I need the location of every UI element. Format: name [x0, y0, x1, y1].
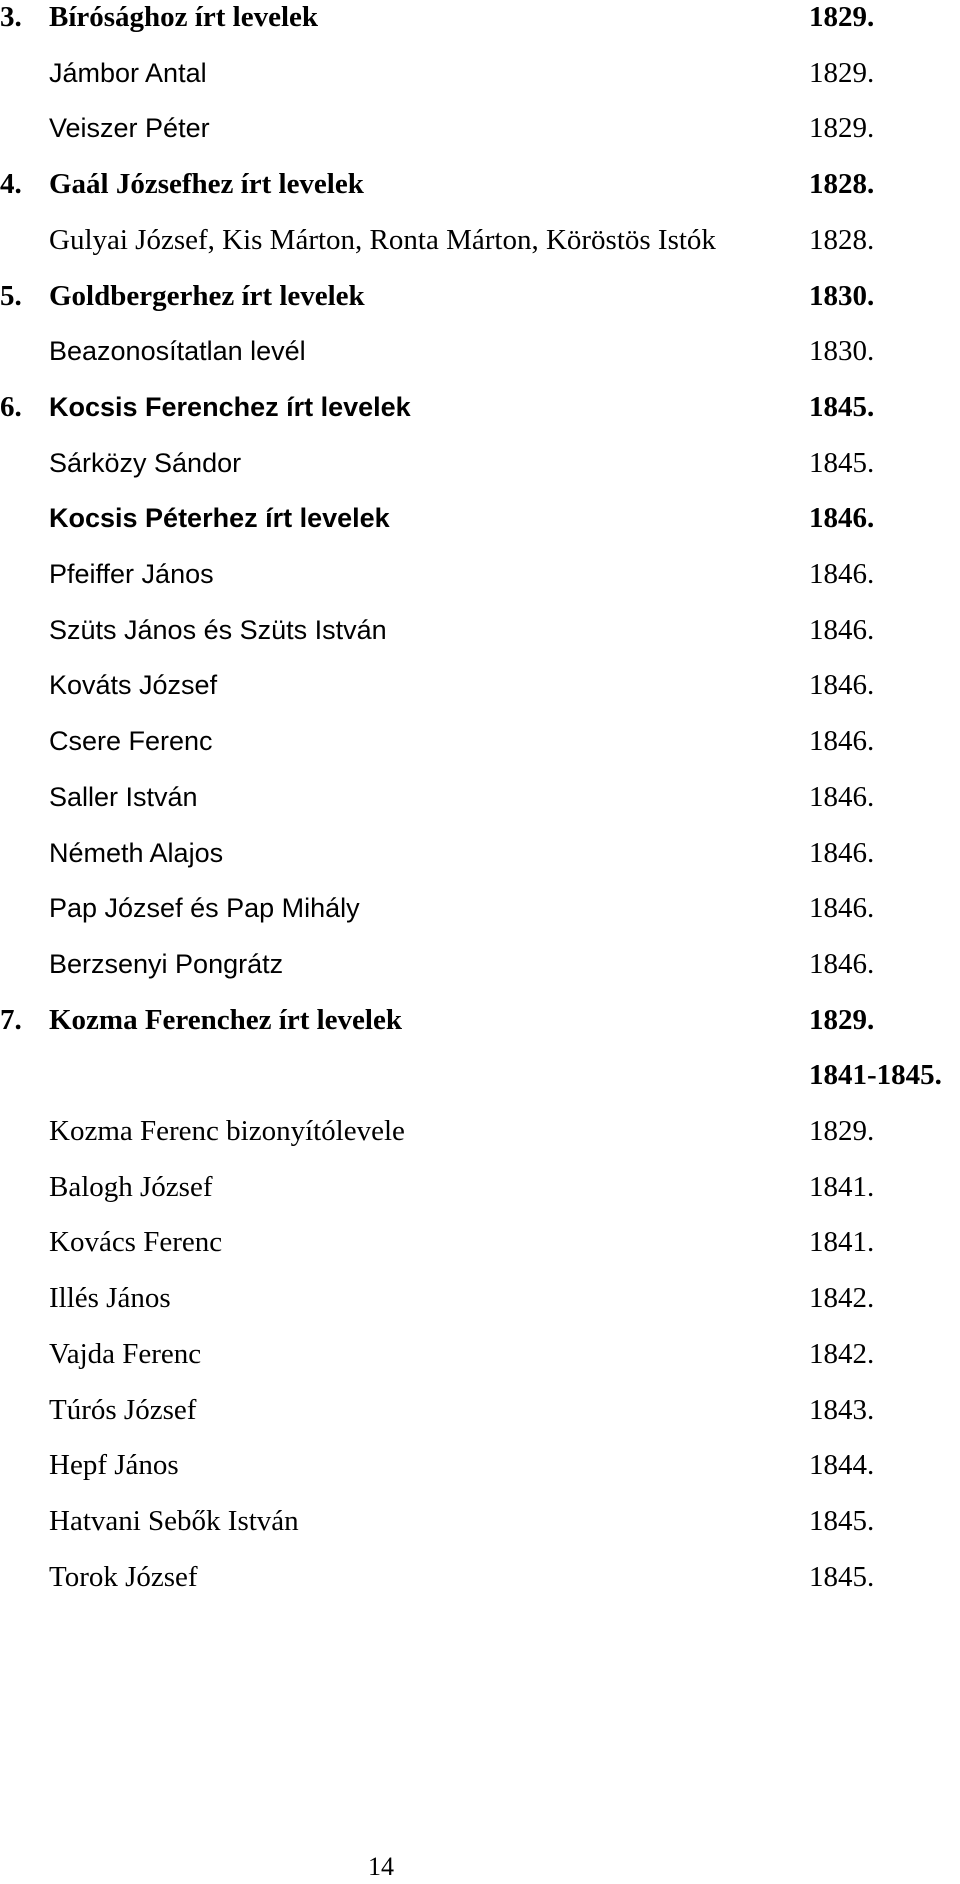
section-heading: Kocsis Péterhez írt levelek — [49, 503, 390, 534]
index-entry — [0, 780, 960, 830]
index-entry — [0, 724, 960, 774]
index-entry — [0, 1560, 960, 1610]
section-heading: Kocsis Ferenchez írt levelek — [49, 391, 411, 422]
letter-sender: Jámbor Antal — [49, 57, 207, 88]
index-entry — [0, 1337, 960, 1387]
index-entry — [0, 0, 960, 50]
section-number: 4. — [0, 168, 22, 201]
index-entry — [0, 1114, 960, 1164]
index-entry — [0, 334, 960, 384]
letter-sender: Szüts János és Szüts István — [49, 614, 387, 645]
letter-date: 1841-1845. — [809, 1059, 942, 1092]
page-number: 14 — [368, 1852, 394, 1881]
letter-date: 1829. — [809, 56, 875, 89]
letter-sender: Csere Ferenc — [49, 726, 213, 757]
index-entry — [0, 613, 960, 663]
index-entry — [0, 501, 960, 551]
letter-sender: Gulyai József, Kis Márton, Ronta Márton, Köröstös Istók — [49, 223, 716, 256]
letter-date: 1828. — [809, 223, 875, 256]
section-number: 5. — [0, 279, 22, 312]
index-entry — [0, 1393, 960, 1443]
section-heading: Kozma Ferenchez írt levelek — [49, 1003, 402, 1036]
letter-sender: Kovács Ferenc — [49, 1226, 223, 1259]
letter-date: 1845. — [809, 1504, 875, 1537]
index-entry — [0, 390, 960, 440]
letter-date: 1829. — [809, 1115, 875, 1147]
section-number: 3. — [0, 1, 22, 33]
index-entry — [0, 446, 960, 496]
letter-date: 1829. — [809, 112, 875, 145]
letter-date: 1846. — [809, 725, 875, 758]
letter-sender: Sárközy Sándor — [49, 447, 242, 478]
index-entry — [0, 947, 960, 997]
letter-sender: Saller István — [49, 781, 198, 812]
letter-date: 1846. — [809, 669, 875, 702]
index-entry — [0, 1448, 960, 1498]
letter-date: 1846. — [809, 613, 875, 646]
letter-date: 1846. — [809, 780, 875, 813]
letter-sender: Hepf János — [49, 1449, 179, 1482]
letter-date: 1828. — [809, 168, 875, 201]
index-entry — [0, 167, 960, 217]
letter-date: 1845. — [809, 1560, 875, 1593]
letter-date: 1830. — [809, 335, 875, 368]
section-number: 6. — [0, 390, 22, 423]
index-entry — [0, 1058, 960, 1108]
letter-sender: Berzsenyi Pongrátz — [49, 948, 284, 979]
section-heading: Goldbergerhez írt levelek — [49, 279, 365, 312]
letter-date: 1842. — [809, 1282, 875, 1315]
section-number: 7. — [0, 1003, 22, 1036]
index-entry — [0, 668, 960, 718]
index-entry — [0, 279, 960, 329]
index-entry — [0, 891, 960, 941]
letter-sender: Hatvani Sebők István — [49, 1504, 299, 1537]
letter-date: 1829. — [809, 1, 875, 33]
letter-date: 1830. — [809, 279, 875, 312]
index-entry — [0, 111, 960, 161]
letter-date: 1846. — [809, 892, 875, 925]
letter-sender: Túrós József — [49, 1393, 197, 1426]
letter-sender: Torok József — [49, 1560, 198, 1593]
letter-sender: Kováts József — [49, 670, 218, 701]
letter-sender: Pfeiffer János — [49, 559, 214, 589]
letter-date: 1846. — [809, 502, 875, 535]
index-entry — [0, 1504, 960, 1554]
letter-date: 1829. — [809, 1003, 875, 1036]
letter-date: 1844. — [809, 1449, 875, 1482]
section-heading: Gaál Józsefhez írt levelek — [49, 168, 364, 201]
letter-sender: Balogh József — [49, 1170, 213, 1203]
letter-sender: Kozma Ferenc bizonyítólevele — [49, 1115, 405, 1147]
letter-sender: Pap József és Pap Mihály — [49, 893, 360, 924]
letter-date: 1846. — [809, 947, 875, 980]
letter-sender: Illés János — [49, 1282, 171, 1315]
letter-date: 1841. — [809, 1226, 875, 1259]
letter-sender: Veiszer Péter — [49, 113, 210, 144]
index-entry — [0, 557, 960, 607]
letter-date: 1842. — [809, 1337, 875, 1370]
index-entry — [0, 1003, 960, 1053]
letter-date: 1845. — [809, 446, 875, 479]
letter-sender: Beazonosítatlan levél — [49, 336, 306, 367]
letter-date: 1846. — [809, 558, 875, 590]
letter-sender: Vajda Ferenc — [49, 1337, 202, 1370]
letter-date: 1845. — [809, 390, 875, 423]
index-entry — [0, 223, 960, 273]
index-entry — [0, 1170, 960, 1220]
section-heading: Bírósághoz írt levelek — [49, 1, 319, 33]
letter-date: 1843. — [809, 1393, 875, 1426]
index-entry — [0, 1281, 960, 1331]
index-entry — [0, 836, 960, 886]
index-entry — [0, 1225, 960, 1275]
letter-sender: Németh Alajos — [49, 837, 224, 868]
letter-date: 1841. — [809, 1170, 875, 1203]
index-entry — [0, 56, 960, 106]
letter-date: 1846. — [809, 836, 875, 869]
